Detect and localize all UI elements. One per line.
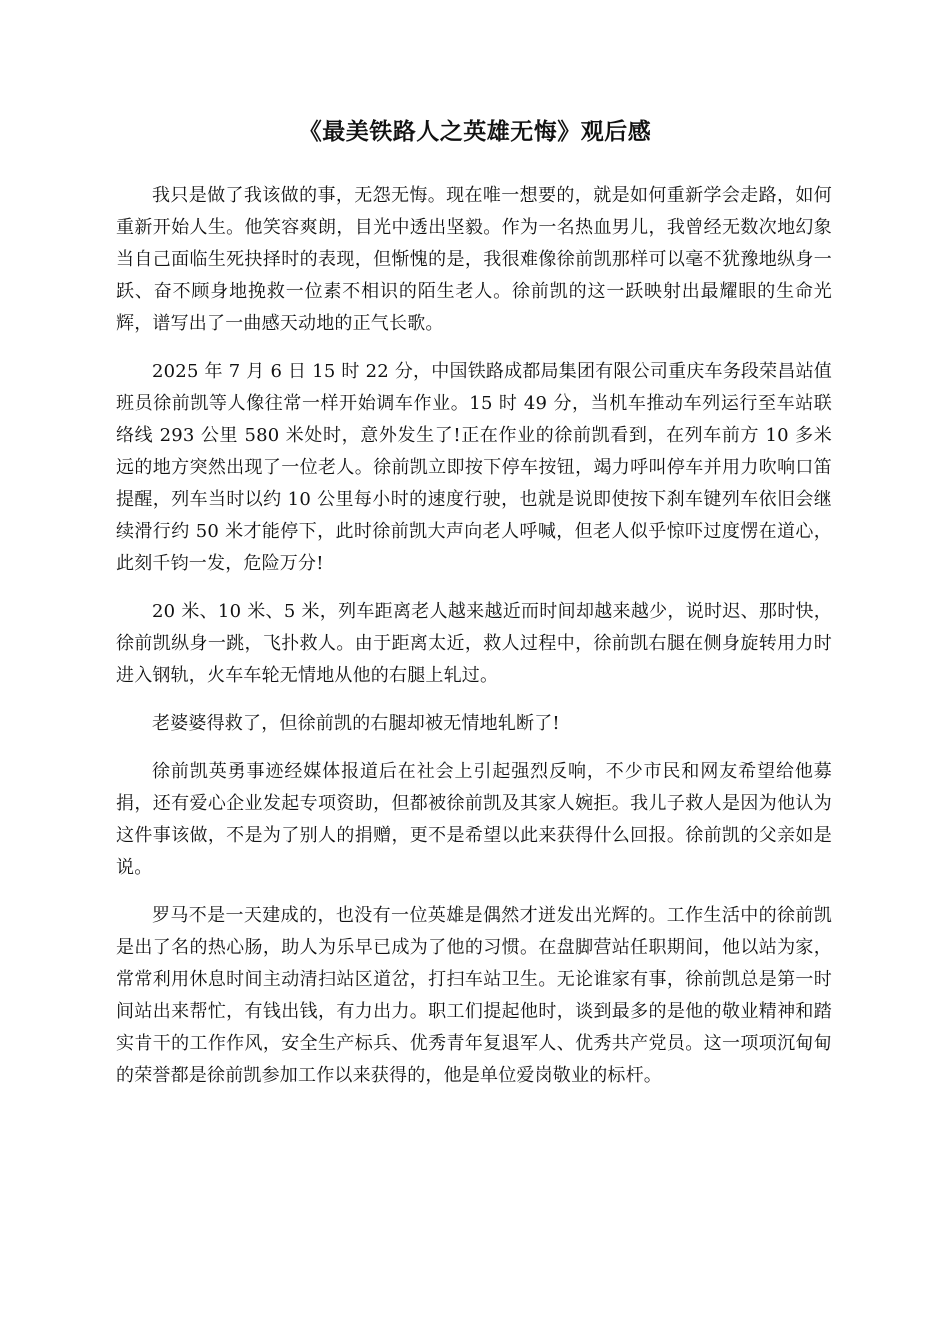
paragraph-1: 我只是做了我该做的事，无怨无悔。现在唯一想要的，就是如何重新学会走路，如何重新开始人生。他笑容爽朗，目光中透出坚毅。作为一名热血男儿，我曾经无数次地幻象当自己面临生死抉择时的表现，但惭愧的是，我很难像徐前凯那样可以毫不犹豫地纵身一跃、奋不顾身地挽救一位素不相识的陌生老人。徐前凯的这一跃映射出最耀眼的生命光辉，谱写出了一曲感天动地的正气长歌。 xyxy=(116,185,832,334)
paragraph-6: 罗马不是一天建成的，也没有一位英雄是偶然才迸发出光辉的。工作生活中的徐前凯是出了名的热心肠，助人为乐早已成为了他的习惯。在盘脚营站任职期间，他以站为家，常常利用休息时间主动清扫站区道岔，打扫车站卫生。无论谁家有事，徐前凯总是第一时间站出来帮忙，有钱出钱，有力出力。职工们提起他时，谈到最多的是他的敬业精神和踏实肯干的工作作风，安全生产标兵、优秀青年复退军人、优秀共产党员。这一项项沉甸甸的荣誉都是徐前凯参加工作以来获得的，他是单位爱岗敬业的标杆。 xyxy=(116,905,832,1086)
paragraph-5: 徐前凯英勇事迹经媒体报道后在社会上引起强烈反响，不少市民和网友希望给他募捐，还有爱心企业发起专项资助，但都被徐前凯及其家人婉拒。我儿子救人是因为他认为这件事该做，不是为了别人的捐赠，更不是希望以此来获得什么回报。徐前凯的父亲如是说。 xyxy=(116,761,832,878)
paragraph-3: 20 米、10 米、5 米，列车距离老人越来越近而时间却越来越少，说时迟、那时快，徐前凯纵身一跳，飞扑救人。由于距离太近，救人过程中，徐前凯右腿在侧身旋转用力时进入钢轨，火车车轮无情地从他的右腿上轧过。 xyxy=(116,601,832,686)
paragraph-2: 2025 年 7 月 6 日 15 时 22 分，中国铁路成都局集团有限公司重庆车务段荣昌站值班员徐前凯等人像往常一样开始调车作业。15 时 49 分，当机车推动车列运行至车站联络线 293 公里 580 米处时，意外发生了!正在作业的徐前凯看到，在列车前方 10 多米远的地方突然出现了一位老人。徐前凯立即按下停车按钮，竭力呼叫停车并用力吹响口笛提醒，列车当时以约 10 公里每小时的速度行驶，也就是说即使按下刹车键列车依旧会继续滑行约 50 米才能停下，此时徐前凯大声向老人呼喊，但老人似乎惊吓过度愣在道心，此刻千钧一发，危险万分! xyxy=(116,361,832,574)
paragraph-4: 老婆婆得救了，但徐前凯的右腿却被无情地轧断了! xyxy=(152,713,560,734)
document-body xyxy=(116,180,832,1108)
document-title: 《最美铁路人之英雄无悔》观后感 xyxy=(298,119,652,145)
